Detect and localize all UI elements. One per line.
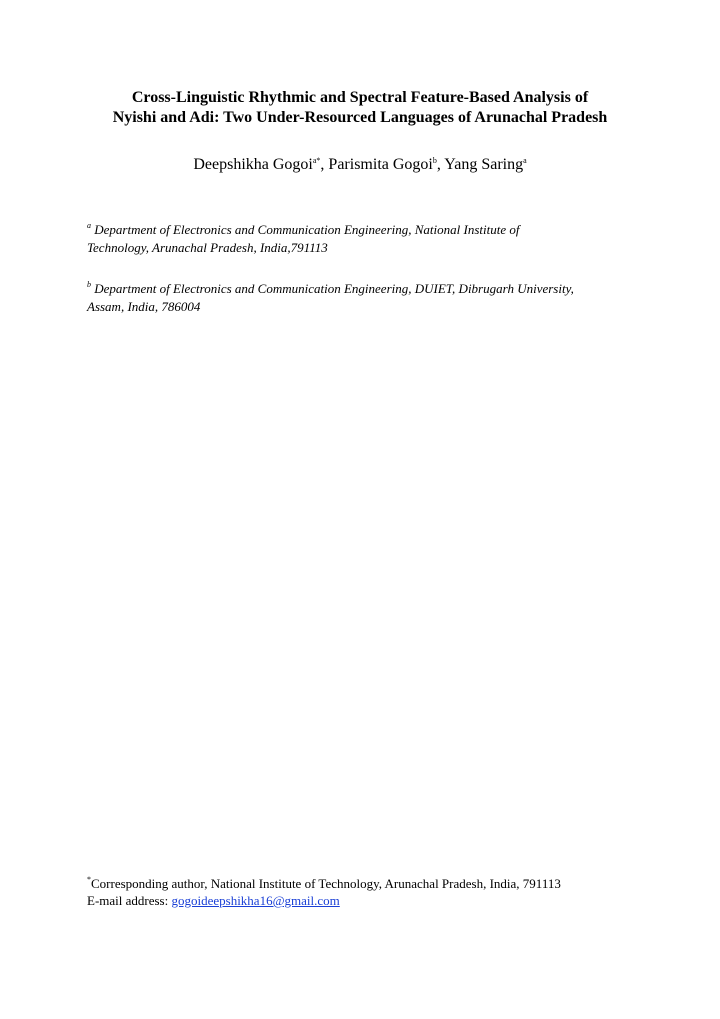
affiliation-mark: a [87, 221, 91, 230]
footnote-line [87, 875, 677, 892]
author-separator: , [320, 156, 329, 173]
affiliation-a [87, 221, 647, 257]
paper-title [60, 88, 660, 128]
corresponding-author-text: Corresponding author, National Institute of Technology, Arunachal Pradesh, India, 791113 [91, 876, 561, 891]
author-name: Parismita Gogoi [328, 156, 433, 173]
affiliation-text: Department of Electronics and Communication Engineering, National Institute of [91, 222, 520, 237]
footnote-line [87, 892, 677, 909]
affiliation-line [87, 221, 647, 239]
title-line-1: Cross-Linguistic Rhythmic and Spectral Feature-Based Analysis of [131, 89, 589, 106]
affiliation-line: Assam, India, 786004 [87, 299, 201, 314]
affiliation-line [87, 280, 647, 298]
author-affiliation-mark: b [432, 156, 437, 165]
author-name: Yang Saring [444, 156, 524, 173]
author-name: Deepshikha Gogoi [193, 156, 313, 173]
affiliation-mark: b [87, 280, 91, 289]
corresponding-author-footnote [87, 875, 677, 909]
email-link[interactable]: gogoideepshikha16@gmail.com [171, 893, 340, 908]
affiliation-text: Department of Electronics and Communication Engineering, DUIET, Dibrugarh University, [91, 281, 574, 296]
author-affiliation-mark: a* [312, 156, 321, 165]
author-separator: , [436, 156, 445, 173]
affiliation-line: Technology, Arunachal Pradesh, India,791113 [87, 240, 328, 255]
email-label: E-mail address: [87, 893, 172, 908]
affiliation-b [87, 280, 647, 316]
footnote-mark: * [87, 875, 91, 884]
author-list [60, 155, 660, 175]
title-line-2: Nyishi and Adi: Two Under-Resourced Languages of Arunachal Pradesh [112, 109, 608, 126]
author-affiliation-mark: a [523, 156, 527, 165]
